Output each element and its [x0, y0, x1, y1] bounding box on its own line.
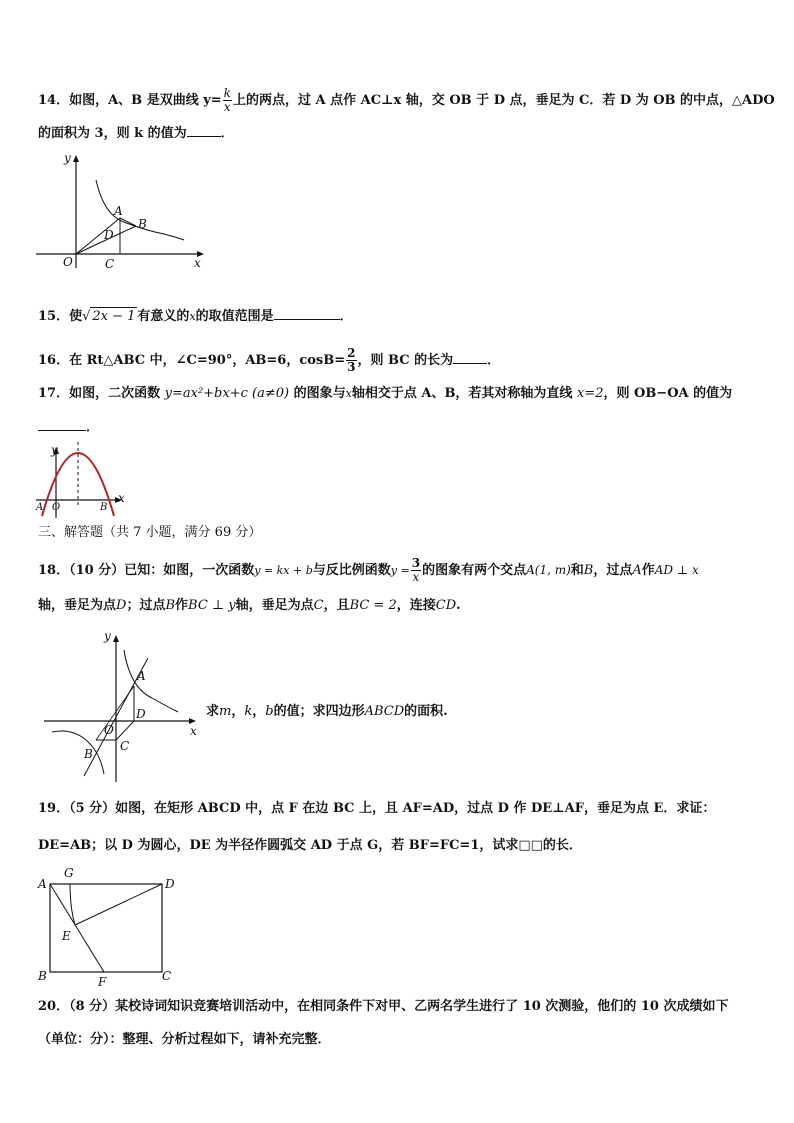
- q18-text-b: 与反比例函数: [312, 563, 391, 578]
- q14-text-b: 上的两点，过 A 点作 AC⊥x 轴，交 OB 于 D 点，垂足为 C．若 D 为 OB 的中点，△ADO: [232, 93, 775, 108]
- q19-label-d: D: [165, 877, 175, 891]
- q18-var-k: k: [244, 704, 253, 719]
- q17-answer-blank: [38, 418, 86, 431]
- q18-recip-pre: y =: [390, 564, 410, 577]
- q18-pc: C: [313, 598, 324, 613]
- q14-label-a: A: [114, 204, 123, 218]
- q17-label-a: A: [36, 502, 44, 513]
- q18-fraction: [411, 557, 421, 584]
- q18-text-l2d: 轴，垂足为点: [235, 598, 314, 613]
- q16-line: [38, 347, 500, 374]
- q18-label-c: C: [120, 739, 130, 753]
- q18-point-b: B: [583, 563, 594, 578]
- q19-label-b: B: [38, 969, 47, 983]
- q18-text-l2a: 轴，垂足为点: [38, 598, 117, 613]
- q19-line1: 19．（5 分）如图，在矩形 ABCD 中，点 F 在边 BC 上，且 AF=AD，过点 D 作 DE⊥AF，垂足为点 E．求证：: [38, 801, 716, 816]
- q15-text-end: ．: [339, 309, 353, 324]
- q18-var-m: m: [219, 704, 232, 719]
- q14-label-x: x: [194, 256, 201, 270]
- q17-figure: [34, 440, 134, 520]
- section-3-heading: 三、解答题（共 7 小题，满分 69 分）: [38, 525, 262, 540]
- q18-label-a: A: [137, 669, 146, 683]
- q18-line1: [38, 557, 699, 584]
- q14-text-a: 14．如图，A、B 是双曲线 y=: [38, 93, 222, 108]
- q18-segment-cd: [116, 721, 134, 740]
- q18-text-l2c: 作: [175, 598, 189, 613]
- q19-label-f: F: [98, 975, 107, 989]
- q19-rectangle: [50, 884, 162, 972]
- q18-text-d: 和: [570, 563, 584, 578]
- q18-line2: [38, 597, 461, 615]
- q17-var-x: x: [345, 387, 352, 400]
- q18-pd: D: [116, 598, 127, 613]
- q15-answer-blank: [274, 307, 340, 320]
- q14-label-c: C: [105, 257, 115, 271]
- q18-abcd: ABCD: [364, 704, 405, 719]
- q18-label-x: x: [190, 724, 197, 738]
- q18-bc: BC = 2: [349, 598, 397, 613]
- q15-line: [38, 307, 353, 326]
- q19-figure: [34, 864, 184, 990]
- q16-text-a: 16．在 Rt△ABC 中，∠C=90°，AB=6，cosB=: [38, 353, 346, 368]
- q18-perp: AD ⊥ x: [654, 563, 699, 577]
- q17-text-c: 轴相交于点 A、B，若其对称轴为直线: [351, 386, 577, 401]
- q18-text-l2b: ；过点: [126, 598, 166, 613]
- q15-sqrt-expr: 2x − 1: [92, 309, 136, 324]
- q18-cd: CD: [435, 598, 457, 613]
- q15-text-a: 15．使: [38, 309, 83, 324]
- q17-function: y=ax²+bx+c (a≠0): [164, 386, 290, 401]
- q19-label-g: G: [64, 866, 74, 880]
- q18-frac-num: 3: [411, 556, 421, 570]
- q18-text-l2f: ，连接: [396, 598, 436, 613]
- q14-line1: [38, 87, 775, 114]
- q18-hyperbola-upper: [124, 650, 178, 712]
- q14-label-d: D: [104, 228, 114, 242]
- q17-label-b: B: [100, 502, 108, 513]
- sqrt-icon: √: [82, 309, 91, 324]
- q18-ask: [206, 703, 448, 721]
- q19-line2: DE=AB；以 D 为圆心，DE 为半径作圆弧交 AD 于点 G，若 BF=FC=1，试求□□的长．: [38, 838, 582, 853]
- q14-text-line2: 的面积为 3，则 k 的值为: [38, 126, 187, 141]
- q14-segment-ab: [120, 218, 136, 226]
- q17-text-b: 的图象与: [289, 386, 346, 401]
- q14-answer-blank: [187, 124, 221, 137]
- q18-text-c: 的图象有两个交点: [422, 563, 527, 578]
- q19-label-c: C: [162, 969, 172, 983]
- q19-arc-ge: [70, 884, 75, 925]
- q18-var-b: b: [265, 704, 274, 719]
- q15-var-x: x: [189, 310, 196, 323]
- q17-text-d: ，则 OB−OA 的值为: [603, 386, 733, 401]
- q18-perp2: BC ⊥ y: [188, 598, 236, 613]
- q17-axis: x=2: [576, 386, 604, 401]
- q19-label-a: A: [38, 877, 47, 891]
- q18-pa: A: [632, 563, 642, 578]
- q19-label-e: E: [62, 929, 71, 943]
- q18-ask-b: 的值；求四边形: [273, 704, 365, 719]
- q15-text-b: 有意义的: [137, 309, 190, 324]
- q16-fraction: [346, 347, 356, 374]
- q18-label-d: D: [136, 707, 146, 721]
- q18-pb2: B: [165, 598, 176, 613]
- q18-text-l2e: ，且: [323, 598, 350, 613]
- q14-frac-num: k: [223, 86, 231, 100]
- q15-text-c: 的取值范围是: [195, 309, 274, 324]
- q17-label-y: y: [51, 443, 58, 457]
- q14-label-y: y: [64, 151, 71, 165]
- q14-line2: [38, 124, 234, 143]
- q19-segment-af: [50, 884, 104, 972]
- q14-label-o: O: [63, 255, 73, 269]
- q16-text-end: ．: [487, 353, 501, 368]
- q14-figure: [34, 150, 214, 272]
- q20-line2: （单位：分）：整理、分析过程如下，请补充完整．: [38, 1032, 331, 1047]
- q17-label-x: x: [118, 491, 125, 505]
- q18-label-b: B: [84, 747, 93, 761]
- q16-answer-blank: [453, 351, 487, 364]
- q18-ask-a: 求: [206, 704, 220, 719]
- q18-figure: [42, 628, 206, 786]
- q18-text-e: ，过点: [593, 563, 633, 578]
- q14-fraction: [223, 87, 232, 114]
- q17-text-a: 17．如图，二次函数: [38, 386, 165, 401]
- q18-frac-den: x: [412, 570, 420, 584]
- q17-line1: [38, 385, 732, 403]
- q18-linear: y = kx + b: [254, 564, 313, 577]
- q18-text-a: 18．（10 分）已知：如图，一次函数: [38, 563, 255, 578]
- q14-y-arrow: [73, 155, 79, 162]
- q17-line2: [38, 418, 99, 437]
- q17-text-end: ．: [86, 420, 100, 435]
- q16-frac-num: 2: [347, 346, 356, 360]
- q18-label-y: y: [104, 629, 111, 643]
- q14-text-end: ．: [220, 126, 234, 141]
- q17-label-o: O: [52, 502, 61, 513]
- q14-frac-den: x: [223, 100, 231, 114]
- q16-text-b: ，则 BC 的长为: [357, 353, 454, 368]
- q18-comma2: ，: [252, 704, 266, 719]
- q18-label-o: O: [104, 723, 114, 737]
- q18-text-l2g: .: [456, 598, 461, 613]
- q18-ask-c: 的面积.: [404, 704, 448, 719]
- q18-text-f: 作: [641, 563, 655, 578]
- q18-segment-ba: [96, 686, 134, 740]
- q20-line1: 20．（8 分）某校诗词知识竞赛培训活动中，在相同条件下对甲、乙两名学生进行了 10 次测验，他们的 10 次成绩如下: [38, 999, 729, 1014]
- q14-label-b: B: [138, 217, 147, 231]
- q19-segment-de: [75, 884, 162, 925]
- q18-comma1: ，: [231, 704, 245, 719]
- q18-point-a: A(1, m): [526, 563, 571, 577]
- q16-frac-den: 3: [347, 360, 356, 374]
- q18-y-arrow: [113, 635, 119, 642]
